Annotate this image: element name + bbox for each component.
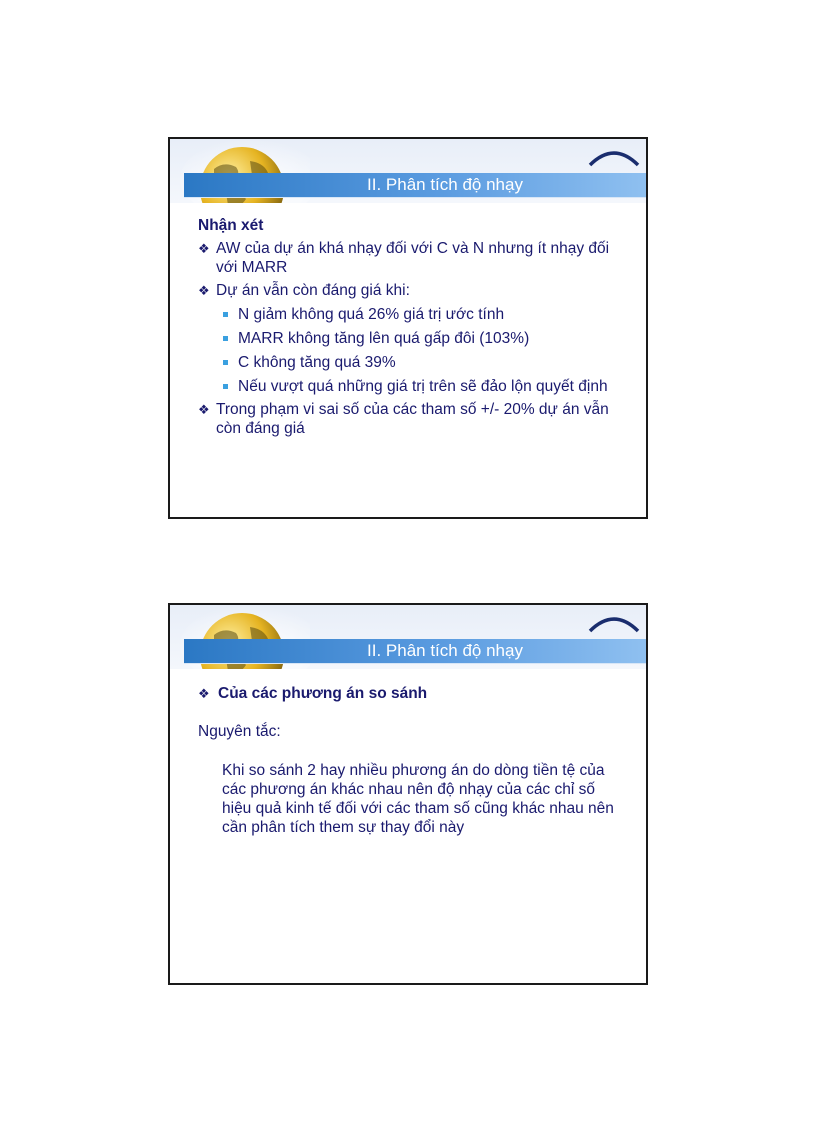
diamond-bullet-icon: ❖ xyxy=(198,283,210,298)
bullet-text: Trong phạm vi sai số của các tham số +/- 20% dự án vẫn còn đáng giá xyxy=(216,401,609,437)
sub-bullet-item xyxy=(198,377,626,396)
sub-bullet-text: C không tăng quá 39% xyxy=(238,354,396,371)
sub-bullet-item xyxy=(198,329,626,348)
slide-title: II. Phân tích độ nhạy xyxy=(367,641,523,660)
arc-decoration xyxy=(586,143,642,169)
sub-bullet-item xyxy=(198,305,626,324)
slide-content xyxy=(198,217,626,438)
square-bullet-icon xyxy=(223,312,228,317)
section-heading: Nhận xét xyxy=(198,217,264,234)
principle-label: Nguyên tắc: xyxy=(198,723,281,740)
square-bullet-icon xyxy=(223,336,228,341)
slide-header xyxy=(170,605,646,669)
bullet-heading-text: Của các phương án so sánh xyxy=(218,685,428,702)
sub-bullet-item xyxy=(198,353,626,372)
diamond-bullet-icon: ❖ xyxy=(198,686,210,701)
principle-paragraph: Khi so sánh 2 hay nhiều phương án do dòng tiền tệ của các phương án khác nhau nên độ nhạy của các chỉ số hiệu quả kinh tế đối với các tham số cũng khác nhau nên cần phân tích them sự thay đổi này xyxy=(222,762,614,836)
bullet-item xyxy=(198,239,626,277)
slide-2 xyxy=(168,603,648,985)
slide-title: II. Phân tích độ nhạy xyxy=(367,175,523,194)
slide-header xyxy=(170,139,646,203)
bullet-item xyxy=(198,400,626,438)
bullet-item xyxy=(198,281,626,300)
square-bullet-icon xyxy=(223,360,228,365)
sub-bullet-text: MARR không tăng lên quá gấp đôi (103%) xyxy=(238,330,530,347)
arc-decoration xyxy=(586,609,642,635)
bullet-text: Dự án vẫn còn đáng giá khi: xyxy=(216,282,410,299)
sub-bullet-text: Nếu vượt quá những giá trị trên sẽ đảo lộn quyết định xyxy=(238,378,608,395)
square-bullet-icon xyxy=(223,384,228,389)
slide-1 xyxy=(168,137,648,519)
slide-content xyxy=(198,683,626,837)
diamond-bullet-icon: ❖ xyxy=(198,241,210,256)
diamond-bullet-icon: ❖ xyxy=(198,402,210,417)
bullet-text: AW của dự án khá nhạy đối với C và N nhưng ít nhạy đối với MARR xyxy=(216,240,610,276)
sub-bullet-text: N giảm không quá 26% giá trị ước tính xyxy=(238,306,505,323)
bullet-heading xyxy=(198,685,626,703)
